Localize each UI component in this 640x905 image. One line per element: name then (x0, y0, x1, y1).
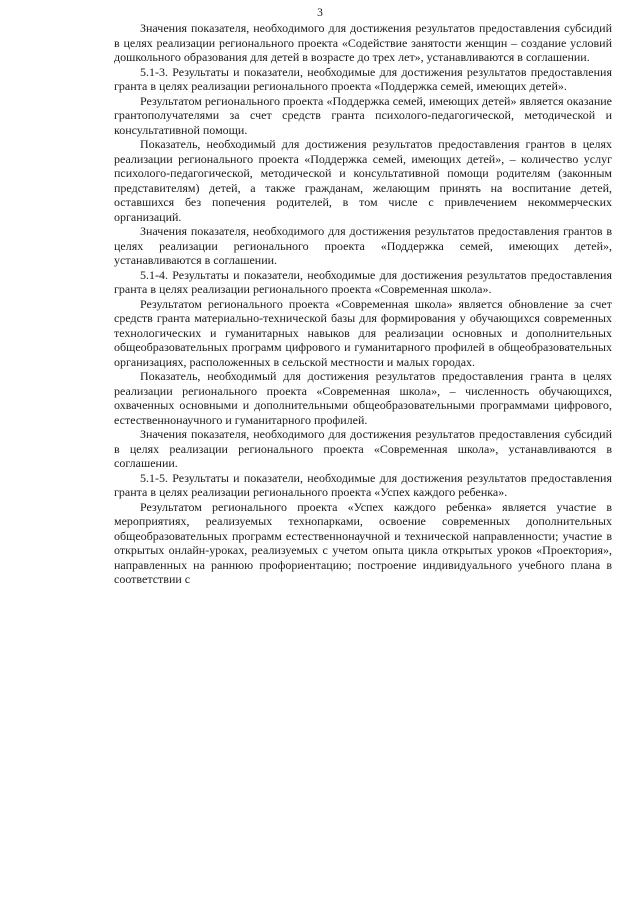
paragraph-10: 5.1-5. Результаты и показатели, необходимые для достижения результатов предоставления гранта в целях реализации регионального проекта «Успех каждого ребенка». (114, 470, 612, 499)
paragraph-4: Показатель, необходимый для достижения результатов предоставления грантов в целях реализации регионального проекта «Поддержка семей, имеющих детей», – количество услуг психолого-педагогической, методической и консультативной помощи родителям (законным представителям) детей, а также гражданам, желающим принять на воспитание детей, оставшихся без попечения родителей, в том числе с привлечением некоммерческих организаций. (114, 137, 612, 224)
paragraph-11: Результатом регионального проекта «Успех каждого ребенка» является участие в мероприятиях, реализуемых технопарками, освоение современных дополнительных общеобразовательных программ естественнонаучной и технической направленности; участие в открытых онлайн-уроках, реализуемых с учетом опыта цикла открытых уроков «Проектория», направленных на раннюю профориентацию; построение индивидуального учебного плана в соответствии с (114, 499, 612, 586)
document-body (114, 21, 612, 587)
paragraph-6: 5.1-4. Результаты и показатели, необходимые для достижения результатов предоставления гранта в целях реализации регионального проекта «Современная школа». (114, 267, 612, 296)
paragraph-2: 5.1-3. Результаты и показатели, необходимые для достижения результатов предоставления гранта в целях реализации регионального проекта «Поддержка семей, имеющих детей». (114, 64, 612, 93)
paragraph-7: Результатом регионального проекта «Современная школа» является обновление за счет средств гранта материально-технической базы для формирования у обучающихся современных технологических и гуманитарных навыков для реализации основных и дополнительных общеобразовательных программ цифрового и гуманитарного профилей в общеобразовательных организациях, расположенных в сельской местности и малых городах. (114, 296, 612, 369)
paragraph-3: Результатом регионального проекта «Поддержка семей, имеющих детей» является оказание грантополучателями за счет средств гранта психолого-педагогической, методической и консультативной помощи. (114, 93, 612, 137)
paragraph-1: Значения показателя, необходимого для достижения результатов предоставления субсидий в целях реализации регионального проекта «Содействие занятости женщин – создание условий дошкольного образования для детей в возрасте до трех лет», устанавливаются в соглашении. (114, 21, 612, 64)
paragraph-8: Показатель, необходимый для достижения результатов предоставления гранта в целях реализации регионального проекта «Современная школа», – численность обучающихся, охваченных основными и дополнительными общеобразовательными программами цифрового, естественнонаучного и гуманитарного профилей. (114, 369, 612, 427)
paragraph-9: Значения показателя, необходимого для достижения результатов предоставления субсидий в целях реализации регионального проекта «Современная школа», устанавливаются в соглашении. (114, 427, 612, 470)
page-number: 3 (317, 7, 323, 19)
paragraph-5: Значения показателя, необходимого для достижения результатов предоставления грантов в целях реализации регионального проекта «Поддержка семей, имеющих детей», устанавливаются в соглашении. (114, 224, 612, 267)
